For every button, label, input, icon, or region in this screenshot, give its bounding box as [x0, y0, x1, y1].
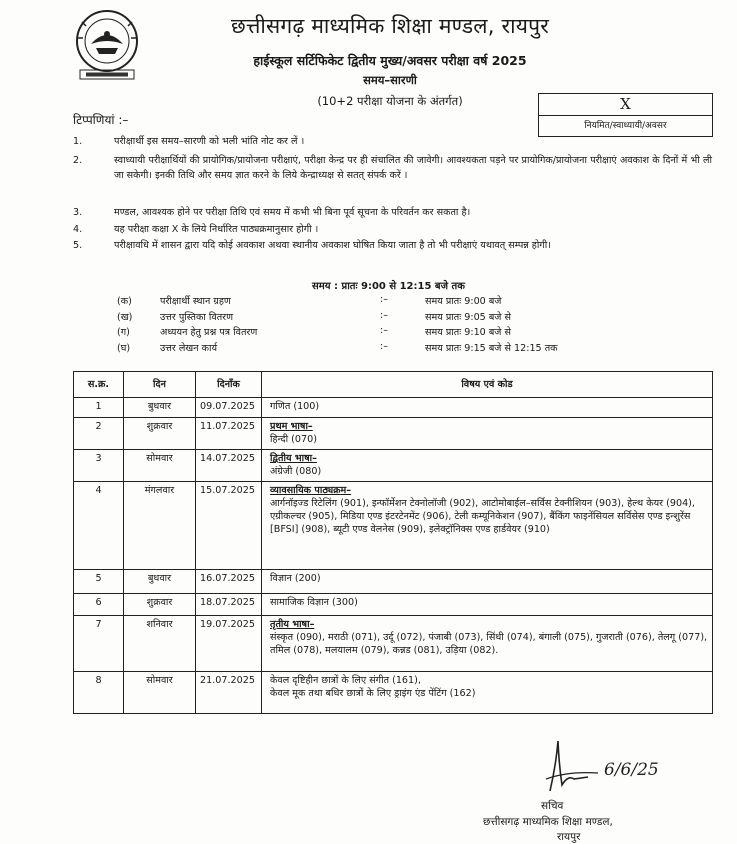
cell-date: 16.07.2025 [196, 570, 262, 594]
schedule-time: समय प्रातः 9:05 बजे से [425, 312, 511, 323]
subject-group-heading: तृतीय भाषा– [270, 619, 315, 630]
table-row [74, 616, 713, 672]
schedule-key: (ग) [117, 327, 130, 338]
cell-day: सोमवार [124, 450, 196, 482]
note-text: स्वाध्यायी परीक्षार्थियों की प्रायोगिक/प्रायोजना परीक्षाएं, परीक्षा केन्द्र पर ही संचालित की जावेगी। आवश्यकता पड़ने पर प्रायोगिक/प्रायोजना परीक्षाएं अवकाश के दिनों में भी ली जा सकेगी। इनकी तिथि और समय ज्ञात करने के लिये केन्द्राध्यक्ष से सतत् संपर्क करें । [114, 155, 712, 181]
subject-text: संस्कृत (090), मराठी (071), उर्दू (072), पंजाबी (073), सिंधी (074), बंगाली (075), गुजराती (076), तेलगू (077), तमिल (078), मलयालम (079), कन्नड (081), उड़िया (082). [270, 632, 708, 656]
schedule-time: समय प्रातः 9:15 बजे से 12:15 तक [425, 343, 558, 354]
table-row [74, 450, 713, 482]
table-row [74, 672, 713, 714]
signature-date: 6/6/25 [604, 760, 659, 780]
cell-subject [262, 672, 713, 714]
cell-subject [262, 398, 713, 418]
table-row [74, 482, 713, 570]
note-number: 1. [73, 136, 83, 147]
schedule-dash: :– [380, 294, 389, 305]
signatory-designation: सचिव [541, 800, 564, 812]
cell-sn: 6 [74, 594, 124, 616]
subject-text: केवल दृष्टिहीन छात्रों के लिए संगीत (161), केवल मूक तथा बधिर छात्रों के लिए ड्राइंग एंड पेंटिंग (162) [270, 675, 476, 699]
schedule-key: (घ) [117, 343, 131, 354]
cell-sn: 8 [74, 672, 124, 714]
cell-day: बुधवार [124, 570, 196, 594]
schedule-label: परीक्षार्थी स्थान ग्रहण [160, 296, 231, 307]
schedule-time: समय प्रातः 9:10 बजे से [425, 327, 511, 338]
cell-date: 15.07.2025 [196, 482, 262, 570]
schedule-label: उत्तर लेखन कार्य [160, 343, 218, 354]
col-header-date: दिनाँक [196, 372, 262, 398]
exam-time-main: समय : प्रातः 9:00 से 12:15 बजे तक [312, 281, 465, 292]
note-text: परीक्षार्थी इस समय–सारणी को भली भांति नोट कर लें । [114, 136, 305, 147]
scheme-label: (10+2 परीक्षा योजना के अंतर्गत) [317, 94, 463, 108]
cell-day: शुक्रवार [124, 594, 196, 616]
note-number: 5. [73, 240, 83, 251]
cell-subject [262, 482, 713, 570]
class-label: X [539, 94, 712, 116]
note-number: 3. [73, 207, 83, 218]
schedule-key: (ख) [117, 312, 133, 323]
cell-sn: 3 [74, 450, 124, 482]
schedule-key: (क) [117, 296, 132, 307]
cell-date: 19.07.2025 [196, 616, 262, 672]
note-text: परीक्षावधि में शासन द्वारा यदि कोई अवकाश अथवा स्थानीय अवकाश घोषित किया जाता है तो भी परीक्षाएं यथावत् सम्पन्न होगी। [114, 240, 551, 251]
subject-group-heading: प्रथम भाषा– [270, 421, 313, 432]
note-number: 2. [73, 155, 83, 166]
cell-day: शुक्रवार [124, 418, 196, 450]
cell-sn: 5 [74, 570, 124, 594]
cell-sn: 2 [74, 418, 124, 450]
cell-day: शनिवार [124, 616, 196, 672]
table-row [74, 398, 713, 418]
note-item [73, 153, 713, 199]
subject-text: विज्ञान (200) [270, 573, 321, 584]
cell-date: 14.07.2025 [196, 450, 262, 482]
cell-date: 21.07.2025 [196, 672, 262, 714]
cell-day: सोमवार [124, 672, 196, 714]
subject-group-heading: द्वितीय भाषा– [270, 453, 317, 464]
signatory-city: रायपुर [557, 831, 581, 843]
page-title: छत्तीसगढ़ माध्यमिक शिक्षा मण्डल, रायपुर [230, 14, 550, 38]
cell-date: 11.07.2025 [196, 418, 262, 450]
schedule-label: उत्तर पुस्तिका वितरण [160, 312, 234, 323]
subject-text: आर्गनॉइज्ड रिटेलिंग (901), इन्फॉर्मेशन टेक्नोलॉजी (902), आटोमोबाईल–सर्विस टेक्नीशियन (903), हेल्थ केयर (904), एग्रीकल्चर (905), मिडिया एण्ड इंटरटेनमेंट (906), टेली कम्यूनिकेशन (907), बैंकिंग फाइनेंसियल सर्विसेस एण्ड इन्शुरेंस [BFSI] (908), ब्यूटी एण्ड वेलनेस (909), इलेक्ट्रॉनिक्स एण्ड हार्डवेयर (910) [270, 498, 695, 535]
note-text: मण्डल, आवश्यक होने पर परीक्षा तिथि एवं समय में कभी भी बिना पूर्व सूचना के परिवर्तन कर सकता है। [114, 207, 471, 218]
note-number: 4. [73, 224, 83, 235]
note-item [73, 222, 713, 237]
cell-day: बुधवार [124, 398, 196, 418]
table-row [74, 594, 713, 616]
schedule-dash: :– [380, 341, 389, 352]
cell-subject [262, 570, 713, 594]
cell-subject [262, 616, 713, 672]
note-text: यह परीक्षा कक्षा X के लिये निर्धारित पाठ्यक्रमानुसार होगी । [114, 224, 319, 235]
board-seal-logo [62, 8, 152, 80]
cell-date: 09.07.2025 [196, 398, 262, 418]
col-header-sn: स.क्र. [74, 372, 124, 398]
cell-sn: 1 [74, 398, 124, 418]
col-header-day: दिन [124, 372, 196, 398]
cell-subject [262, 418, 713, 450]
subject-text: अंग्रेजी (080) [270, 466, 322, 477]
schedule-dash: :– [380, 310, 389, 321]
cell-date: 18.07.2025 [196, 594, 262, 616]
class-box [538, 93, 713, 137]
subject-text: हिन्दी (070) [270, 434, 317, 445]
col-header-subject: विषय एवं कोड [262, 372, 713, 398]
subject-text: सामाजिक विज्ञान (300) [270, 597, 358, 608]
notes-heading: टिप्पणियां :– [73, 113, 129, 127]
cell-subject [262, 450, 713, 482]
secretary-signature [528, 735, 678, 795]
schedule-label: अध्ययन हेतु प्रश्न पत्र वितरण [160, 327, 258, 338]
timetable-label: समय–सारणी [363, 73, 417, 87]
timetable [73, 371, 713, 714]
exam-subtitle: हाईस्कूल सर्टिफिकेट द्वितीय मुख्य/अवसर परीक्षा वर्ष 2025 [253, 53, 527, 68]
note-item [73, 238, 713, 270]
exam-type-label: नियमित/स्वाध्यायी/अवसर [584, 121, 667, 131]
table-row [74, 570, 713, 594]
schedule-dash: :– [380, 325, 389, 336]
cell-subject [262, 594, 713, 616]
signatory-organisation: छत्तीसगढ़ माध्यमिक शिक्षा मण्डल, [483, 816, 613, 828]
note-item [73, 205, 713, 220]
table-header-row [74, 372, 713, 398]
table-row [74, 418, 713, 450]
subject-text: गणित (100) [270, 401, 320, 412]
subject-group-heading: व्यावसायिक पाठ्यक्रम– [270, 485, 352, 496]
note-item [73, 134, 713, 149]
cell-sn: 4 [74, 482, 124, 570]
cell-sn: 7 [74, 616, 124, 672]
cell-day: मंगलवार [124, 482, 196, 570]
schedule-time: समय प्रातः 9:00 बजे [425, 296, 502, 307]
